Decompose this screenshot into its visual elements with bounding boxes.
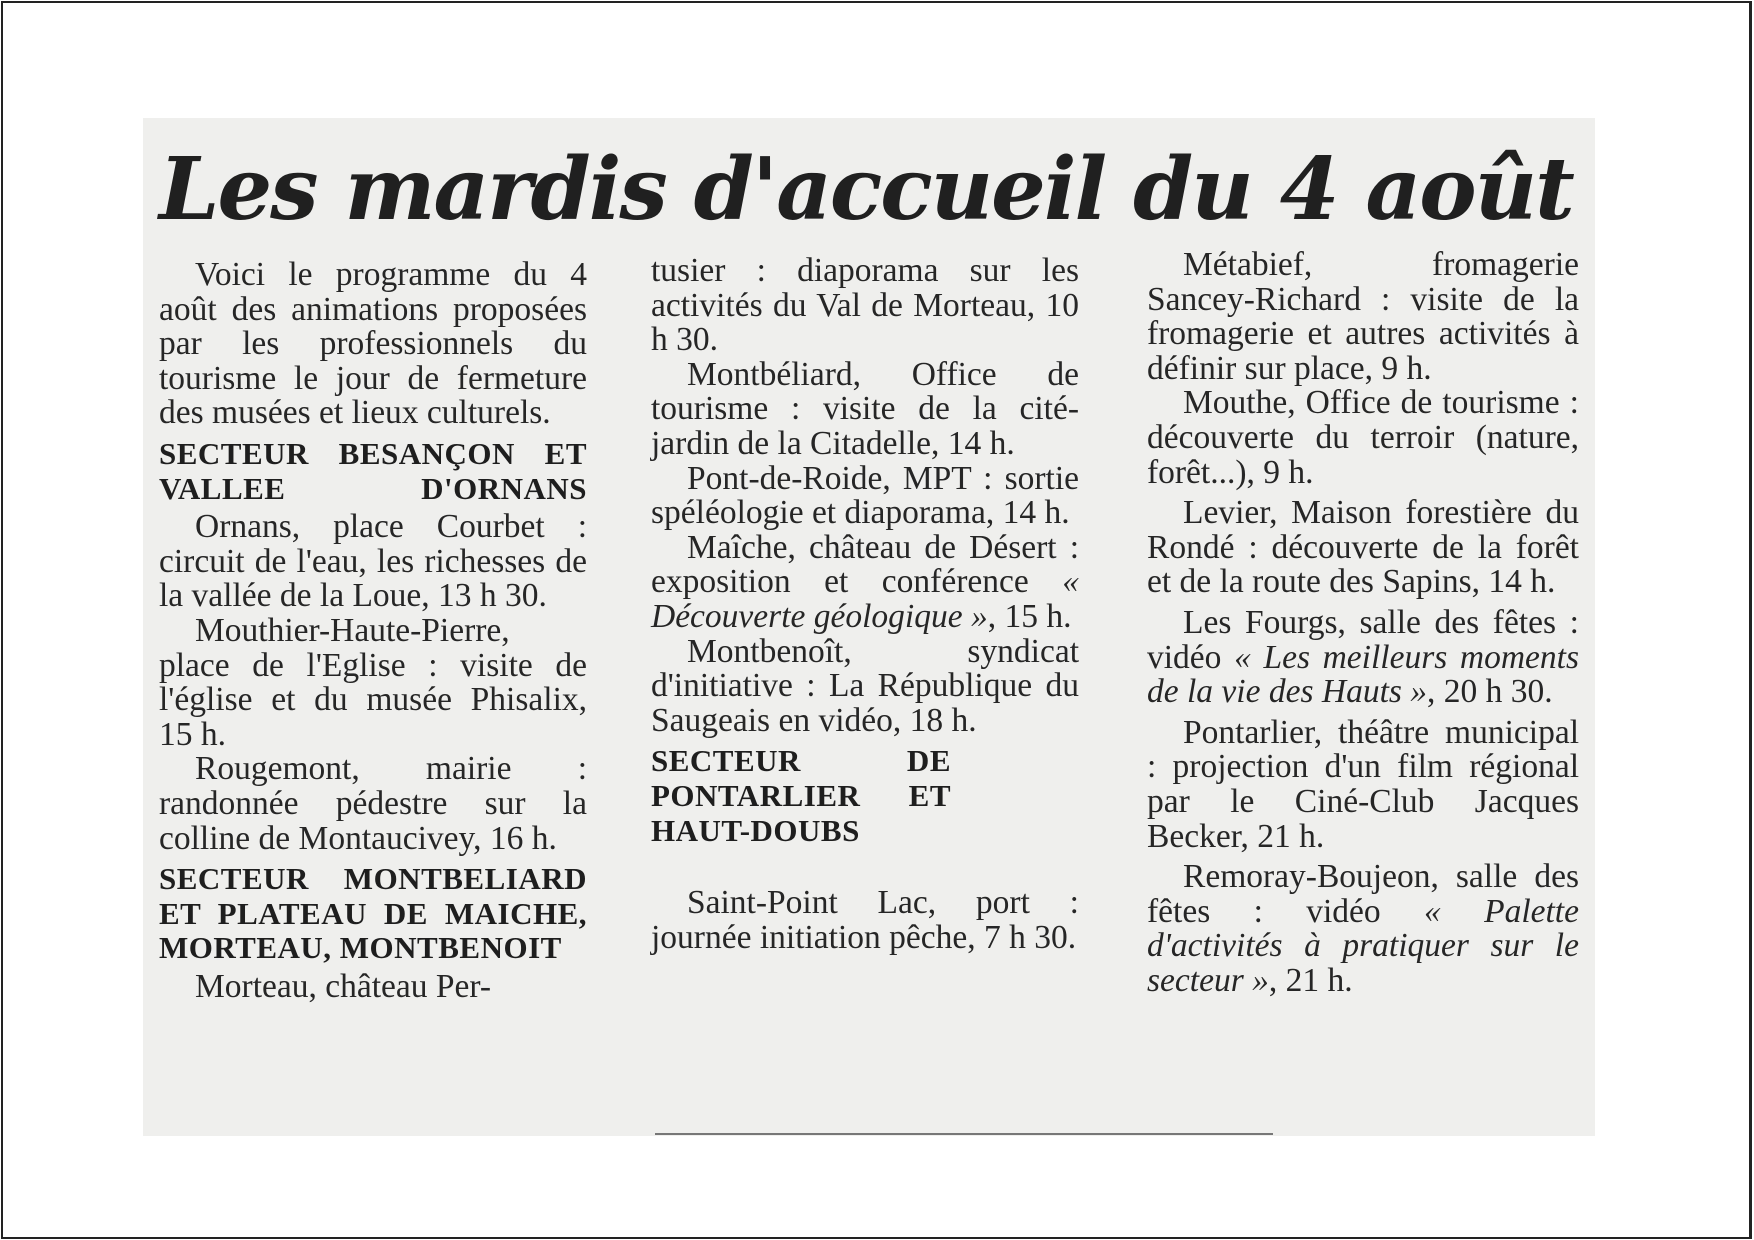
event-metabief: Métabief, fromagerie Sancey-Richard : visite de la fromagerie et autres activités à définir sur place, 9 h.: [1147, 246, 1579, 387]
bottom-rule: [655, 1133, 1273, 1135]
article-column-2: [651, 254, 1079, 955]
event-pont-de-roide: Pont-de-Roide, MPT : sortie spéléologie et diaporama, 14 h.: [651, 459, 1079, 532]
event-remoray-time: , 21 h.: [1268, 961, 1353, 999]
event-les-fourgs-title: « Les meilleurs moments de la vie des Hauts »: [1147, 638, 1579, 711]
event-les-fourgs-text: Les Fourgs, salle des fêtes : vidéo: [1147, 603, 1579, 676]
event-pontarlier: Pontarlier, théâtre municipal : projection d'un film régional par le Ciné-Club Jacques Becker, 21 h.: [1147, 713, 1579, 855]
event-saint-point-lac: Saint-Point Lac, port : journée initiation pêche, 7 h 30.: [651, 884, 1079, 956]
newspaper-clipping: [143, 118, 1595, 1136]
event-levier: Levier, Maison forestière du Rondé : découverte de la forêt et de la route des Sapins, 14 h.: [1147, 494, 1579, 601]
event-morteau-continued: tusier : diaporama sur les activités du Val de Morteau, 10 h 30.: [651, 252, 1079, 359]
event-montbenoit: Montbenoît, syndicat d'initiative : La République du Saugeais en vidéo, 18 h.: [651, 632, 1079, 739]
event-rougemont: Rougemont, mairie : randonnée pédestre sur la colline de Montaucivey, 16 h.: [159, 750, 587, 857]
event-ornans: Ornans, place Courbet : circuit de l'eau, les richesses de la vallée de la Loue, 13 h 30.: [159, 508, 587, 615]
event-morteau-start: Morteau, château Per-: [195, 967, 492, 1005]
event-les-fourgs: [1147, 603, 1579, 711]
spacer: [651, 852, 1079, 886]
event-les-fourgs-time: , 20 h 30.: [1427, 673, 1553, 711]
event-remoray: [1147, 860, 1579, 998]
event-mouthe: Mouthe, Office de tourisme : découverte du terroir (nature, forêt...), 9 h.: [1147, 384, 1579, 491]
section-heading-pontarlier: SECTEUR DE PONTARLIER ET HAUT-DOUBS: [651, 743, 951, 848]
article-column-1: [159, 258, 587, 1004]
event-montbeliard: Montbéliard, Office de tourisme : visite de la cité-jardin de la Citadelle, 14 h.: [651, 355, 1079, 462]
section-heading-besancon: SECTEUR BESANÇON ET VALLEE D'ORNANS: [159, 435, 587, 506]
event-maiche: [651, 528, 1079, 635]
event-maiche-title: « Découverte géologique »: [651, 563, 1079, 635]
article-column-3: [1147, 248, 1579, 998]
event-remoray-title: « Palette d'activités à pratiquer sur le secteur »: [1147, 892, 1579, 999]
event-remoray-text: Remoray-Boujeon, salle des fêtes : vidéo: [1147, 858, 1579, 930]
section-heading-montbeliard: SECTEUR MONTBELIARD ET PLATEAU DE MAICHE, MORTEAU, MONTBENOIT: [159, 861, 587, 966]
event-maiche-text: Maîche, château de Désert : exposition et conférence: [651, 528, 1079, 601]
event-maiche-time: , 15 h.: [987, 597, 1072, 635]
headline: Les mardis d'accueil du 4 août: [159, 139, 1573, 240]
intro-paragraph: Voici le programme du 4 août des animations proposées par les professionnels du tourisme le jour de fermeture des musées et lieux culturels.: [159, 256, 587, 432]
event-mouthier: Mouthier-Haute-Pierre, place de l'Eglise : visite de l'église et du musée Phisalix, 15 h.: [159, 611, 587, 753]
